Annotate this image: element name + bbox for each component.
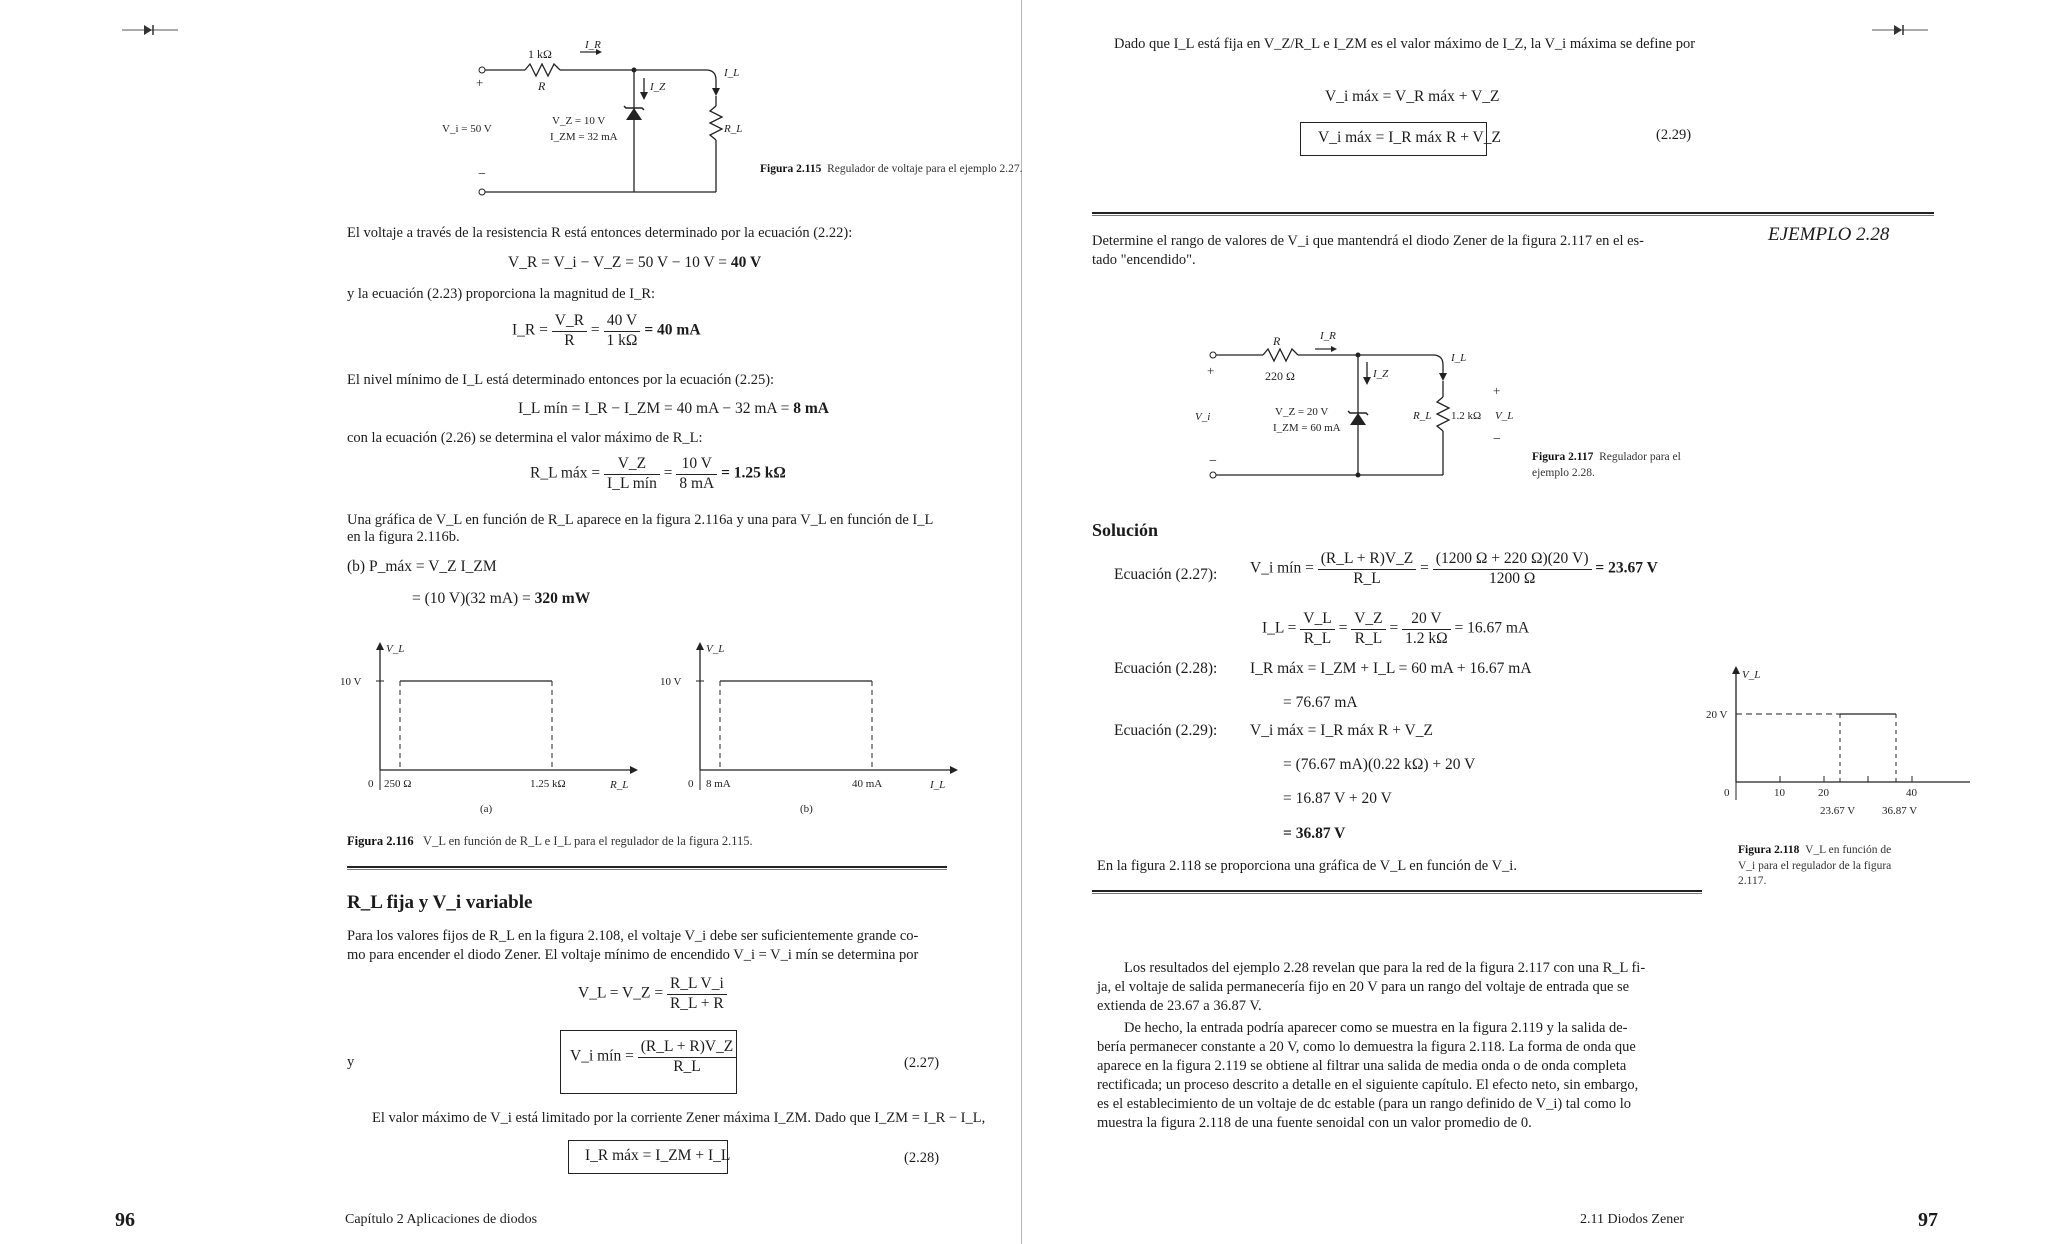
paragraph-il-intro: El nivel mínimo de I_L está determinado entonces por la ecuación (2.25):: [347, 372, 775, 388]
svg-text:I_ZM = 32 mA: I_ZM = 32 mA: [550, 131, 618, 143]
paragraph-vr-intro: El voltaje a través de la resistencia R está entonces determinado por la ecuación (2.22):: [347, 225, 853, 241]
footer-left: Capítulo 2 Aplicaciones de diodos: [345, 1212, 538, 1227]
equation-2-28-number: (2.28): [904, 1150, 940, 1166]
solution-eq228-label: Ecuación (2.28):: [1114, 660, 1218, 677]
solution-eq228: I_R máx = I_ZM + I_L = 60 mA + 16.67 mA: [1250, 660, 1532, 677]
svg-text:I_Z: I_Z: [1373, 368, 1389, 380]
svg-text:V_L: V_L: [1495, 410, 1514, 422]
equation-il-min: I_L mín = I_R − I_ZM = 40 mA − 32 mA = 8 mA: [518, 400, 829, 417]
svg-text:10 V: 10 V: [660, 676, 682, 688]
paragraph-rl-fixed-cont: mo para encender el diodo Zener. El voltaje mínimo de encendido V_i = V_i mín se determina por: [347, 947, 919, 963]
svg-text:1.25 kΩ: 1.25 kΩ: [530, 778, 566, 790]
svg-text:V_L: V_L: [706, 643, 725, 655]
example-statement: Determine el rango de valores de V_i que mantendrá el diodo Zener de la figura 2.117 en el es-: [1092, 233, 1644, 249]
solution-eq229-result: = 36.87 V: [1283, 825, 1346, 842]
paragraph-graph-intro: Una gráfica de V_L en función de R_L aparece en la figura 2.116a y una para V_L en función de I_L en la figura 2.116b.: [347, 512, 933, 546]
figure-2-115-caption: Figura 2.115 Regulador de voltaje para el ejemplo 2.27.: [760, 163, 1023, 175]
equation-ir: I_R = $\frac{V\_R}{R}$ = $\frac{40 V}{1 k\Omega}$ = 40 mA: [512, 312, 701, 349]
svg-text:20 V: 20 V: [1706, 709, 1728, 721]
equation-2-27: V_i mín = $\frac{(R\_L + R)V\_Z}{R\_L}$: [570, 1038, 736, 1076]
svg-text:V_L: V_L: [1742, 669, 1761, 681]
solution-eq227: V_i mín = $\frac{(R\_L + R)V\_Z}{R\_L}$ = $\frac{(1200 \Omega + 220 \Omega)(20 V)}{1200 \Omega}$ = 23.67 V: [1250, 550, 1658, 587]
paragraph-input-4: rectificada; un proceso descrito a detalle en el siguiente capítulo. El efecto neto, sin embargo,: [1097, 1077, 1639, 1093]
corner-diode-icon-right: [1870, 22, 1930, 38]
solution-eq229-label: Ecuación (2.29):: [1114, 722, 1218, 739]
equation-2-29-number: (2.29): [1656, 127, 1692, 143]
svg-text:V_Z = 20 V: V_Z = 20 V: [1275, 406, 1329, 418]
page-spine: [1021, 0, 1022, 1244]
svg-text:10: 10: [1774, 787, 1785, 799]
figure-2-116b-plot: [660, 640, 960, 820]
example-statement-cont: tado "encendido".: [1092, 252, 1196, 268]
solution-il: I_L = $\frac{V\_L}{R\_L}$ = $\frac{V\_Z}{R\_L}$ = $\frac{20 V}{1.2 k\Omega}$ = 16.67 mA: [1262, 610, 1530, 647]
svg-text:R_L: R_L: [1413, 410, 1432, 422]
paragraph-input-6: muestra la figura 2.118 de una fuente senoidal con un valor promedio de 0.: [1097, 1115, 1532, 1131]
svg-text:+: +: [1493, 383, 1501, 398]
svg-text:V_L: V_L: [386, 643, 405, 655]
solution-title: Solución: [1092, 520, 1159, 540]
paragraph-input-5: es el establecimiento de un voltaje de dc estable (para un rango definido de V_i) tal como lo: [1097, 1096, 1632, 1112]
figure-2-117-circuit: [1195, 325, 1535, 485]
equation-2-28: I_R máx = I_ZM + I_L: [585, 1147, 731, 1164]
svg-text:R: R: [538, 79, 546, 93]
svg-text:I_ZM = 60 mA: I_ZM = 60 mA: [1273, 422, 1341, 434]
svg-text:0: 0: [368, 778, 374, 790]
svg-text:250 Ω: 250 Ω: [384, 778, 412, 790]
paragraph-input-3: aparece en la figura 2.119 se obtiene al filtrar una salida de media onda o de onda completa: [1097, 1058, 1627, 1074]
svg-text:0: 0: [1724, 787, 1730, 799]
svg-text:+: +: [476, 75, 484, 90]
solution-eq229-step2: = 16.87 V + 20 V: [1283, 790, 1392, 807]
svg-text:0: 0: [688, 778, 694, 790]
svg-text:220 Ω: 220 Ω: [1265, 369, 1295, 383]
corner-diode-icon: [120, 22, 180, 38]
svg-text:−: −: [1493, 432, 1501, 447]
svg-text:V_Z = 10 V: V_Z = 10 V: [552, 115, 606, 127]
page-number-left: 96: [115, 1209, 135, 1231]
svg-text:40: 40: [1906, 787, 1917, 799]
figure-2-116-caption: Figura 2.116 V_L en función de R_L e I_L para el regulador de la figura 2.115.: [347, 834, 753, 848]
svg-text:R_L: R_L: [610, 779, 629, 791]
svg-text:10 V: 10 V: [340, 676, 362, 688]
solution-eq229: V_i máx = I_R máx R + V_Z: [1250, 722, 1433, 739]
figure-2-116a-plot: [340, 640, 640, 820]
solution-eq229-step1: = (76.67 mA)(0.22 kΩ) + 20 V: [1283, 756, 1476, 773]
paragraph-vi-max-def: Dado que I_L está fija en V_Z/R_L e I_ZM es el valor máximo de I_Z, la V_i máxima se define por: [1114, 36, 1696, 52]
section-divider-left: [347, 866, 947, 870]
example-label: EJEMPLO 2.28: [1768, 224, 1890, 245]
svg-text:I_L: I_L: [930, 779, 946, 791]
paragraph-vi-max: El valor máximo de V_i está limitado por la corriente Zener máxima I_ZM. Dado que I_ZM = I_R − I_L,: [372, 1110, 986, 1126]
solution-divider: [1092, 890, 1702, 894]
svg-text:R_L: R_L: [724, 123, 743, 135]
paragraph-rl-intro: con la ecuación (2.26) se determina el valor máximo de R_L:: [347, 430, 703, 446]
paragraph-results-1: Los resultados del ejemplo 2.28 revelan que para la red de la figura 2.117 con una R_L fi-: [1124, 960, 1646, 976]
page-number-right: 97: [1918, 1209, 1938, 1231]
equation-vi-max-a: V_i máx = V_R máx + V_Z: [1325, 88, 1500, 105]
svg-text:1.2 kΩ: 1.2 kΩ: [1451, 410, 1482, 422]
paragraph-results-3: extienda de 23.67 a 36.87 V.: [1097, 998, 1262, 1014]
paragraph-rl-fixed: Para los valores fijos de R_L en la figura 2.108, el voltaje V_i debe ser suficientemente grande co-: [347, 928, 919, 944]
svg-text:−: −: [478, 167, 486, 182]
svg-text:1 kΩ: 1 kΩ: [528, 47, 552, 61]
svg-text:40 mA: 40 mA: [852, 778, 883, 790]
svg-text:36.87 V: 36.87 V: [1882, 805, 1918, 817]
equation-pmax: (b) P_máx = V_Z I_ZM: [347, 558, 497, 575]
figure-2-115-circuit: [440, 40, 760, 200]
solution-eq228-result: = 76.67 mA: [1283, 694, 1358, 711]
paragraph-fig118-ref: En la figura 2.118 se proporciona una gráfica de V_L en función de V_i.: [1097, 858, 1517, 874]
example-divider: [1092, 212, 1934, 216]
svg-text:V_i = 50 V: V_i = 50 V: [442, 123, 492, 135]
svg-text:(a): (a): [480, 803, 493, 815]
paragraph-ir-intro: y la ecuación (2.23) proporciona la magnitud de I_R:: [347, 286, 656, 302]
svg-text:−: −: [1209, 454, 1217, 469]
solution-eq227-label: Ecuación (2.27):: [1114, 566, 1218, 583]
svg-text:23.67 V: 23.67 V: [1820, 805, 1856, 817]
svg-text:I_Z: I_Z: [650, 81, 666, 93]
equation-pmax-value: = (10 V)(32 mA) = 320 mW: [412, 590, 591, 607]
figure-2-118-plot: [1700, 662, 1980, 822]
figure-2-117-caption: Figura 2.117 Regulador para el ejemplo 2.28.: [1532, 451, 1681, 479]
svg-text:I_L: I_L: [724, 67, 740, 79]
equation-vl: V_L = V_Z = $\frac{\text{R\_L V\_i}}{R\_L + R}$: [578, 975, 727, 1013]
svg-text:+: +: [1207, 363, 1215, 378]
footer-right: 2.11 Diodos Zener: [1580, 1212, 1685, 1227]
svg-text:R: R: [1273, 334, 1281, 348]
paragraph-input-2: bería permanecer constante a 20 V, como lo demuestra la figura 2.118. La forma de onda que: [1097, 1039, 1636, 1055]
figure-2-118-caption: Figura 2.118 V_L en función de V_i para el regulador de la figura 2.117.: [1738, 844, 1892, 888]
svg-text:(b): (b): [800, 803, 813, 815]
svg-text:20: 20: [1818, 787, 1829, 799]
svg-text:I_L: I_L: [1451, 352, 1467, 364]
equation-vr: V_R = V_i − V_Z = 50 V − 10 V = 40 V: [508, 254, 762, 271]
y-conjunction: y: [347, 1054, 355, 1070]
equation-2-29: V_i máx = I_R máx R + V_Z: [1318, 129, 1501, 146]
paragraph-input-1: De hecho, la entrada podría aparecer como se muestra en la figura 2.119 y la salida de-: [1124, 1020, 1628, 1036]
section-title: R_L fija y V_i variable: [347, 892, 533, 913]
svg-text:V_i: V_i: [1195, 411, 1211, 423]
svg-text:8 mA: 8 mA: [706, 778, 731, 790]
svg-text:I_R: I_R: [1320, 330, 1336, 342]
equation-2-27-number: (2.27): [904, 1055, 940, 1071]
paragraph-results-2: ja, el voltaje de salida permanecería fijo en 20 V para un rango del voltaje de entrada que se: [1097, 979, 1630, 995]
equation-rl-max: R_L máx = $\frac{V\_Z}{\text{I\_L mín}}$ = $\frac{10 V}{8 mA}$ = 1.25 kΩ: [530, 455, 786, 492]
svg-text:I_R: I_R: [585, 40, 601, 51]
